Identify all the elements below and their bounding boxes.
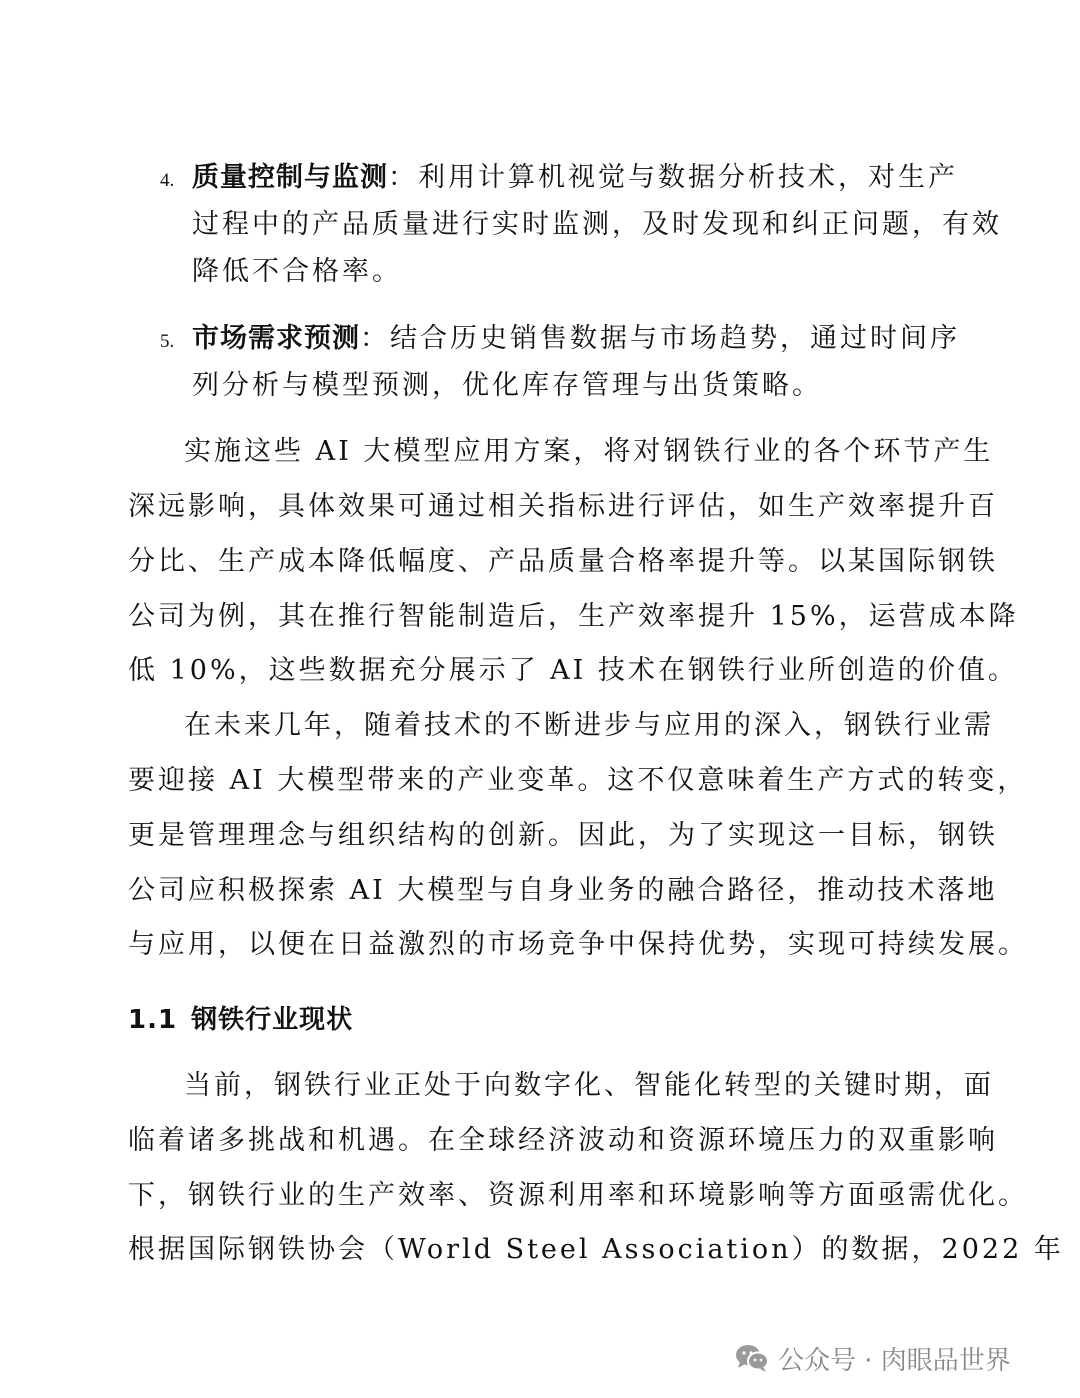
list-item-5-number: 5. — [160, 331, 175, 352]
list-item-4-number: 4. — [160, 170, 175, 191]
paragraph-2-line-2: 要迎接 AI 大模型带来的产业变革。这不仅意味着生产方式的转变， — [128, 765, 1028, 796]
list-item-5-title: 市场需求预测 — [192, 323, 360, 354]
paragraph-2-line-4: 公司应积极探索 AI 大模型与自身业务的融合路径，推动技术落地 — [128, 875, 998, 906]
paragraph-2-line-1: 在未来几年，随着技术的不断进步与应用的深入，钢铁行业需 — [184, 710, 994, 741]
watermark — [734, 1338, 1011, 1378]
list-item-5-line-1 — [160, 319, 960, 362]
paragraph-1-line-4: 公司为例，其在推行智能制造后，生产效率提升 15%，运营成本降 — [128, 601, 1019, 632]
paragraph-1-line-5: 低 10%，这些数据充分展示了 AI 技术在钢铁行业所创造的价值。 — [128, 655, 1018, 686]
list-item-4-line-2 — [192, 205, 1002, 245]
list-item-4-text-1: 利用计算机视觉与数据分析技术，对生产 — [418, 162, 958, 193]
paragraph-1-line-3: 分比、生产成本降低幅度、产品质量合格率提升等。以某国际钢铁 — [128, 546, 998, 577]
wechat-icon — [734, 1343, 770, 1373]
paragraph-2-line-5: 与应用，以便在日益激烈的市场竞争中保持优势，实现可持续发展。 — [128, 929, 1028, 960]
list-item-5-line-2 — [192, 366, 822, 406]
list-item-4-line-1 — [160, 158, 958, 201]
paragraph-2-line-3: 更是管理理念与组织结构的创新。因此，为了实现这一目标，钢铁 — [128, 820, 998, 851]
section-paragraph-line-2: 临着诸多挑战和机遇。在全球经济波动和资源环境压力的双重影响 — [128, 1125, 998, 1156]
section-paragraph-line-3: 下，钢铁行业的生产效率、资源利用率和环境影响等方面亟需优化。 — [128, 1180, 1028, 1211]
list-item-5-text-2: 列分析与模型预测，优化库存管理与出货策略。 — [192, 370, 822, 401]
paragraph-1-line-2: 深远影响，具体效果可通过相关指标进行评估，如生产效率提升百 — [128, 491, 998, 522]
section-title: 钢铁行业现状 — [191, 1005, 354, 1035]
list-item-4-title: 质量控制与监测 — [192, 162, 388, 193]
section-heading — [128, 1000, 353, 1040]
list-item-4-text-2: 过程中的产品质量进行实时监测，及时发现和纠正问题，有效 — [192, 209, 1002, 240]
section-number: 1.1 — [128, 1005, 178, 1035]
list-item-4-separator: ： — [388, 162, 418, 193]
watermark-text: 公众号 · 肉眼品世界 — [778, 1345, 1011, 1376]
list-item-5-text-1: 结合历史销售数据与市场趋势，通过时间序 — [390, 323, 960, 354]
list-item-4-line-3 — [192, 252, 402, 292]
section-paragraph-line-4: 根据国际钢铁协会（World Steel Association）的数据，2022 年 — [128, 1234, 1064, 1265]
section-paragraph-line-1: 当前，钢铁行业正处于向数字化、智能化转型的关键时期，面 — [184, 1070, 994, 1101]
list-item-5-separator: ： — [360, 323, 390, 354]
paragraph-1-line-1: 实施这些 AI 大模型应用方案，将对钢铁行业的各个环节产生 — [184, 436, 994, 467]
list-item-4-text-3: 降低不合格率。 — [192, 256, 402, 287]
